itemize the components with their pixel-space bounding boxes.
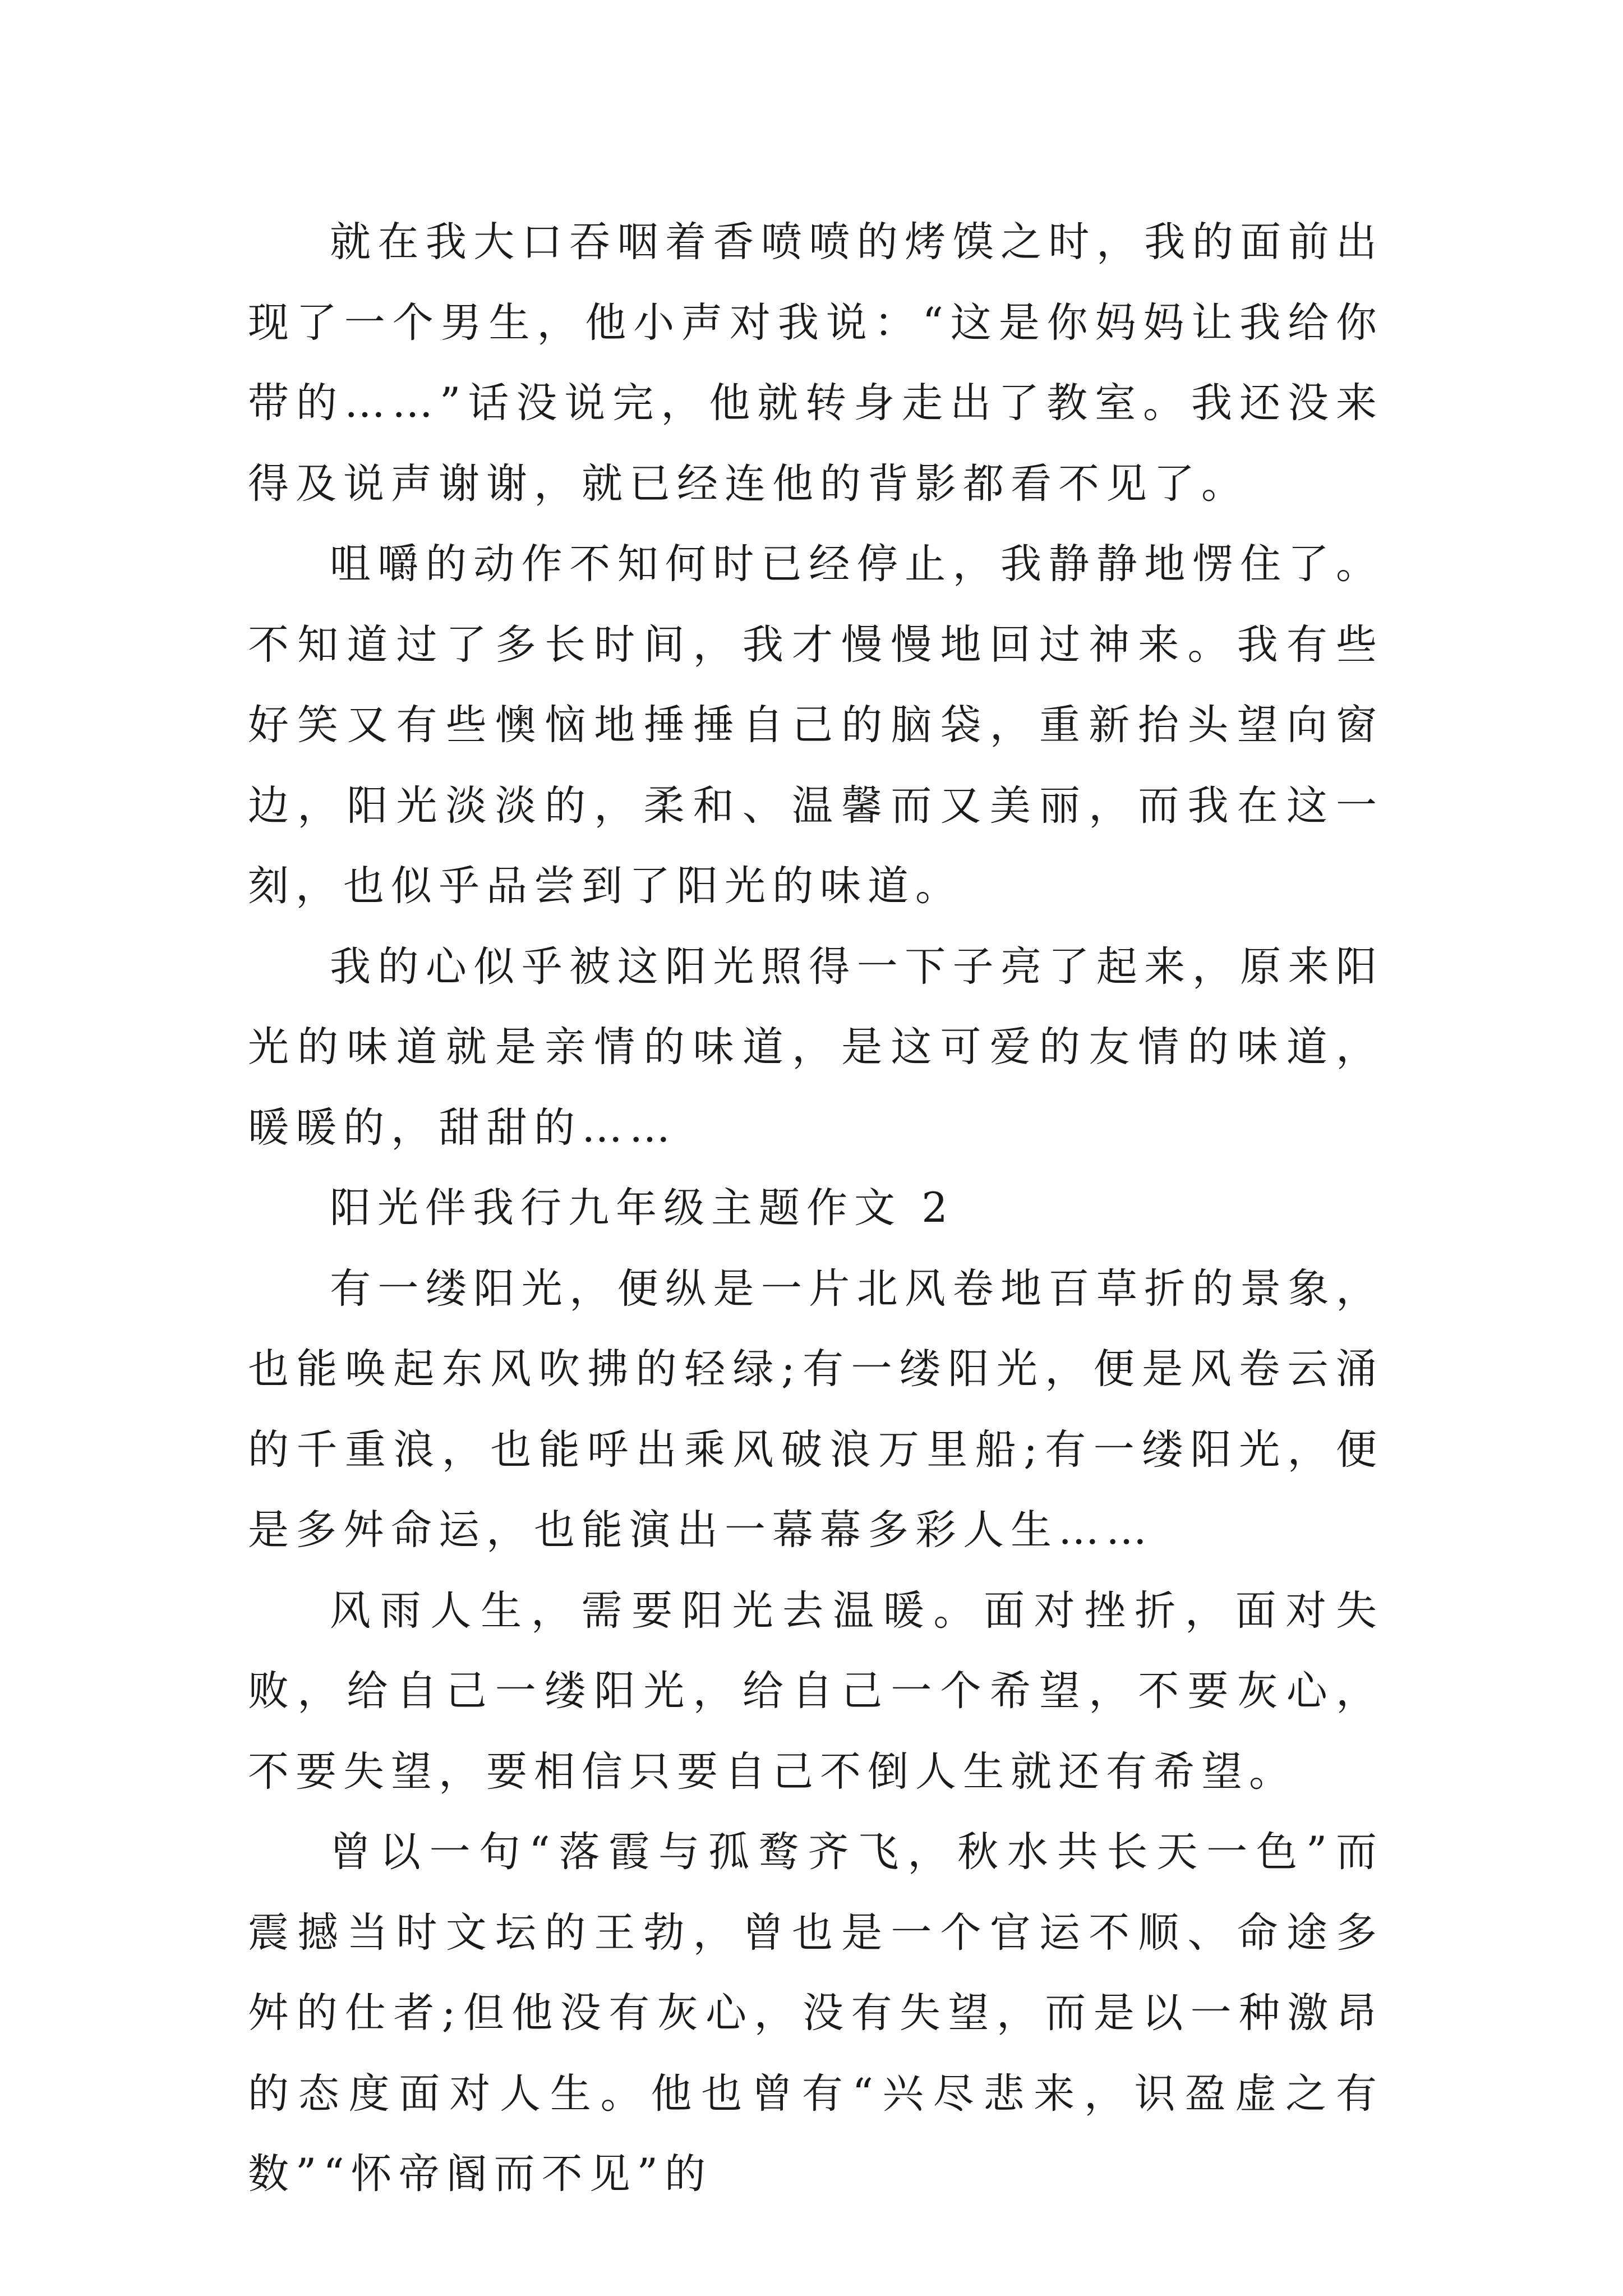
paragraph-6: 曾以一句“落霞与孤鹜齐飞，秋水共长天一色”而震撼当时文坛的王勃，曾也是一个官运不顺、命途多舛的仕者;但他没有灰心，没有失望，而是以一种激昂的态度面对人生。他也曾有“兴尽悲来，识盈虚之有数”“怀帝阍而不见”的 bbox=[248, 1828, 1384, 2198]
document-body bbox=[248, 202, 1384, 2215]
paragraph-5: 风雨人生，需要阳光去温暖。面对挫折，面对失败，给自己一缕阳光，给自己一个希望，不要灰心，不要失望，要相信只要自己不倒人生就还有希望。 bbox=[248, 1586, 1384, 1796]
paragraph-1: 就在我大口吞咽着香喷喷的烤馍之时，我的面前出现了一个男生，他小声对我说：“这是你妈妈让我给你带的……”话没说完，他就转身走出了教室。我还没来得及说声谢谢，就已经连他的背影都看不见了。 bbox=[248, 218, 1384, 508]
paragraph-3: 我的心似乎被这阳光照得一下子亮了起来，原来阳光的味道就是亲情的味道，是这可爱的友情的味道，暖暖的，甜甜的…… bbox=[248, 942, 1384, 1152]
paragraph-4: 有一缕阳光，便纵是一片北风卷地百草折的景象，也能唤起东风吹拂的轻绿;有一缕阳光，便是风卷云涌的千重浪，也能呼出乘风破浪万里船;有一缕阳光，便是多舛命运，也能演出一幕幕多彩人生…… bbox=[248, 1264, 1384, 1554]
paragraph-2: 咀嚼的动作不知何时已经停止，我静静地愣住了。不知道过了多长时间，我才慢慢地回过神来。我有些好笑又有些懊恼地捶捶自己的脑袋，重新抬头望向窗边，阳光淡淡的，柔和、温馨而又美丽，而我在这一刻，也似乎品尝到了阳光的味道。 bbox=[248, 540, 1384, 910]
section-heading: 阳光伴我行九年级主题作文 2 bbox=[330, 1184, 955, 1232]
